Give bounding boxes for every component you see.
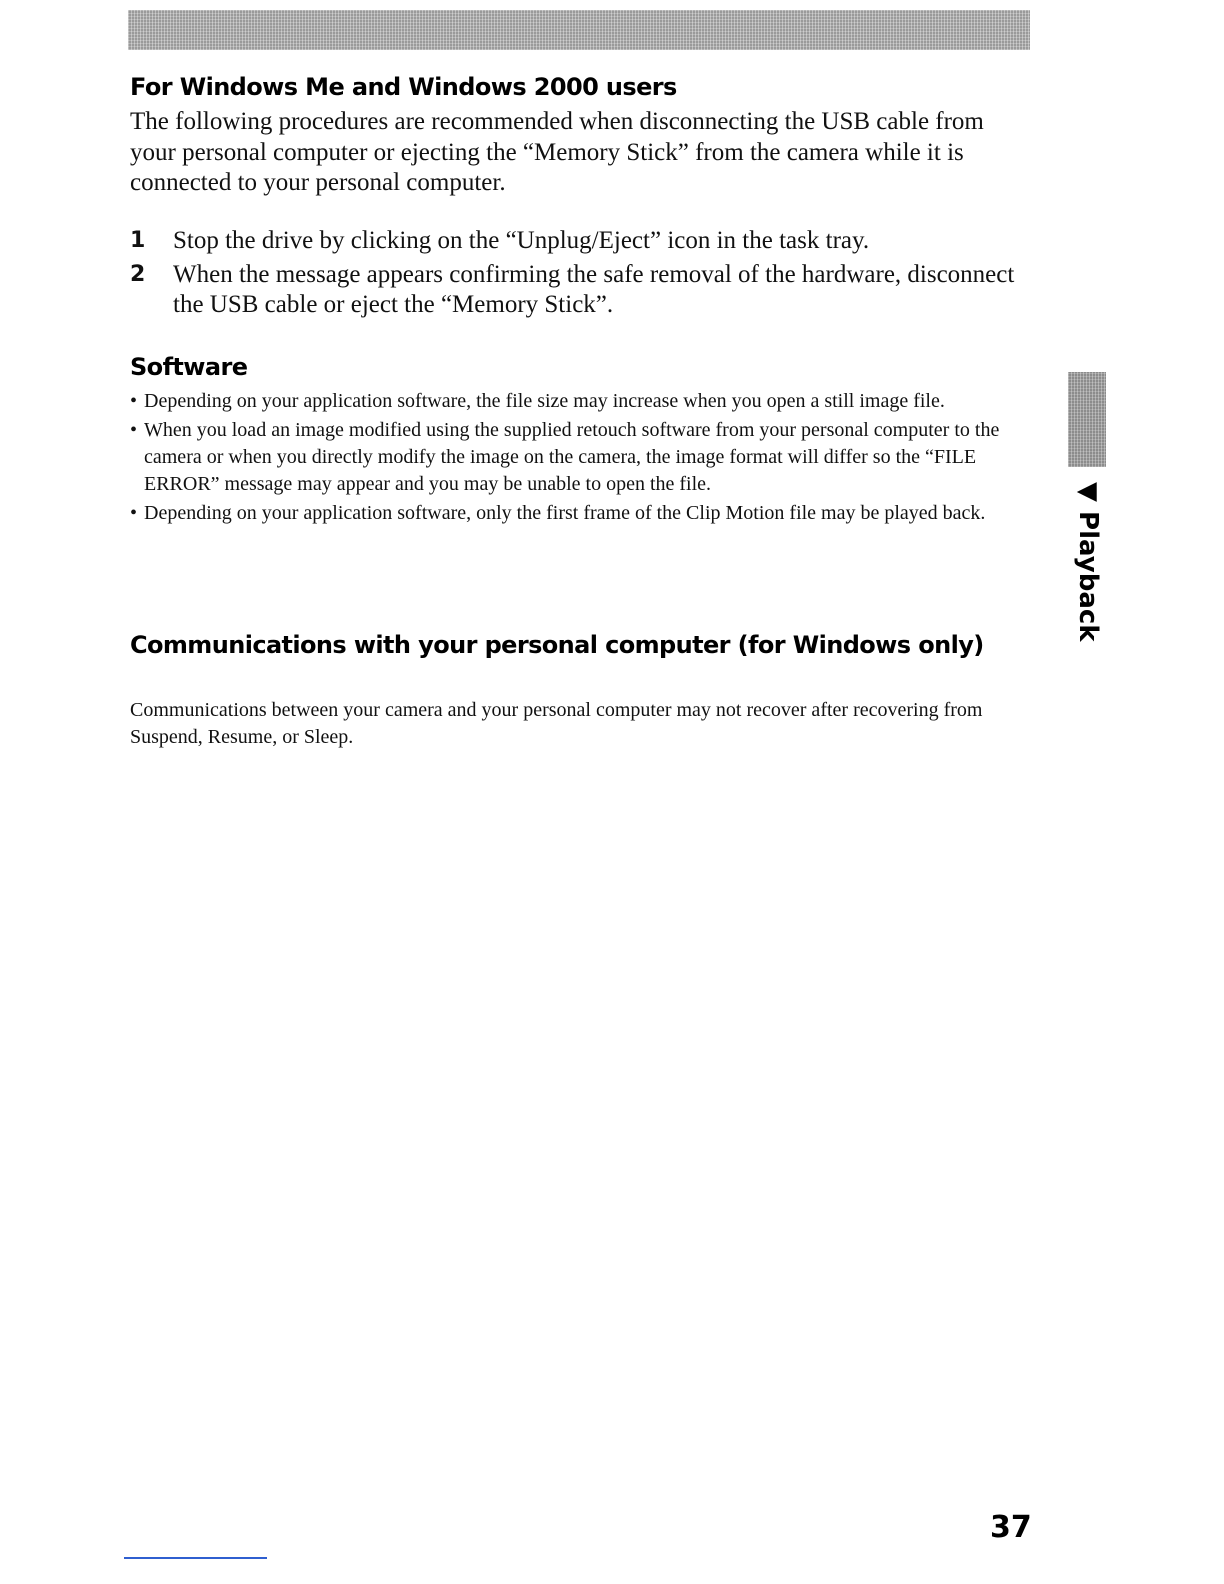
list-item (130, 500, 1030, 527)
bullet-text: When you load an image modified using the supplied retouch software from your personal computer to the camera or when you directly modify the image on the camera, the image format will differ so the “FILE ERROR” message may appear and you may be unable to open the file. (144, 419, 1000, 495)
step-item (130, 260, 1030, 321)
heading-windows-me-2000: For Windows Me and Windows 2000 users (130, 73, 677, 101)
communications-paragraph: Communications between your camera and your personal computer may not recover after recovering from Suspend, Resume, or Sleep. (130, 699, 983, 748)
list-item (130, 388, 1030, 415)
bullet-marker: • (130, 390, 138, 412)
steps-list (130, 226, 1030, 324)
step-number: 2 (130, 261, 146, 287)
list-item (130, 417, 1030, 498)
step-text: When the message appears confirming the safe removal of the hardware, disconnect the USB cable or eject the “Memory Stick”. (173, 260, 1015, 318)
section-tab-marker (1068, 372, 1106, 467)
step-text: Stop the drive by clicking on the “Unplug/Eject” icon in the task tray. (173, 227, 870, 254)
footer-rule (124, 1557, 267, 1559)
bullet-marker: • (130, 502, 138, 524)
heading-communications: Communications with your personal computer (for Windows only) (130, 631, 984, 659)
step-item (130, 226, 1030, 257)
heading-software: Software (130, 353, 248, 381)
bullet-marker: • (130, 419, 138, 441)
page-number: 37 (990, 1510, 1032, 1545)
bullet-text: Depending on your application software, only the first frame of the Clip Motion file may be played back. (144, 502, 986, 524)
bullet-text: Depending on your application software, the file size may increase when you open a still image file. (144, 390, 945, 412)
intro-paragraph: The following procedures are recommended when disconnecting the USB cable from your personal computer or ejecting the “Memory Stick” from the camera while it is connected to your personal computer. (130, 108, 984, 196)
section-tab-label (1059, 482, 1109, 642)
header-band (128, 10, 1030, 50)
software-notes-list (130, 388, 1030, 529)
step-number: 1 (130, 228, 146, 253)
section-tab-label-text: ▼ Playback (1073, 482, 1103, 642)
